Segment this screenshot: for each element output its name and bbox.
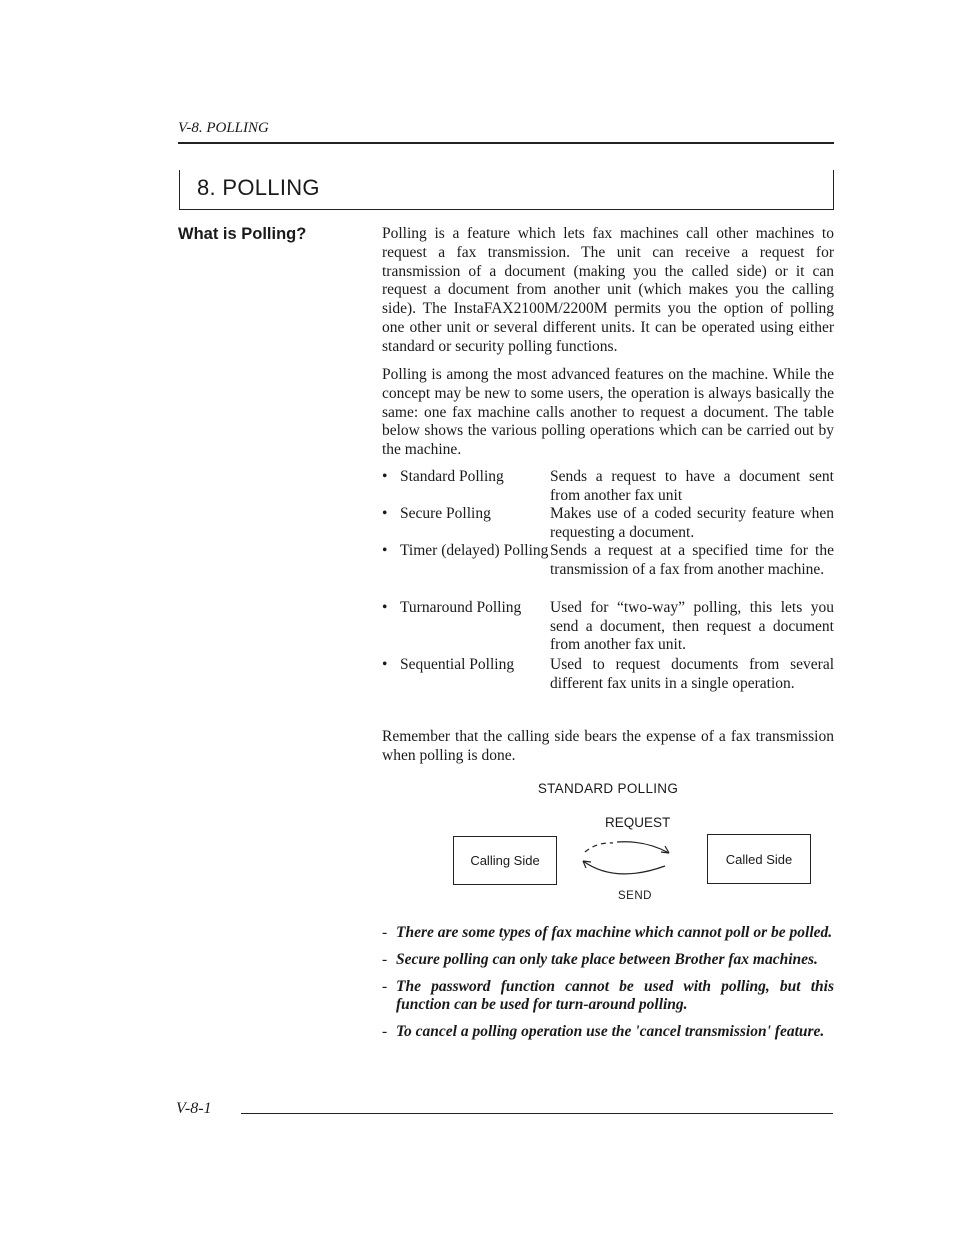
polling-type-description: Makes use of a coded security feature when requesting a document. [550,505,834,541]
section-title-box [179,170,834,210]
closing-paragraph: Remember that the calling side bears the expense of a fax transmission when polling is done. [382,728,834,764]
note-text: Secure polling can only take place between Brother fax machines. [396,950,818,968]
polling-type-description: Used to request documents from several different fax units in a single operation. [550,656,834,692]
intro-paragraph: Polling is a feature which lets fax machines call other machines to request a fax transmission. The unit can receive a request for transmission of a document (making you the called side) or it can request a document from another unit (which makes you the calling side). The InstaFAX2100M/2200M permits you the option of polling one other unit or several different units. It can be operated using either standard or security polling functions. [382,225,834,355]
polling-type-description: Sends a request at a specified time for the transmission of a fax from another machine. [550,542,834,578]
side-heading: What is Polling? [178,225,307,243]
polling-types-list [382,468,834,696]
called-side-label: Called Side [725,851,793,867]
section-title: 8. POLLING [197,175,320,200]
note-item: - Secure polling can only take place between Brother fax machines. [382,951,834,970]
request-label: REQUEST [605,815,671,830]
bullet: • [382,656,388,673]
page-number: V-8-1 [176,1100,212,1117]
diagram-title: STANDARD POLLING [537,781,679,796]
polling-type-name: Secure Polling [400,505,491,522]
note-item: - There are some types of fax machine which cannot poll or be polled. [382,924,833,941]
calling-side-label: Calling Side [470,853,540,868]
polling-type-name: Standard Polling [400,468,504,485]
bullet: • [382,542,388,559]
polling-type-row [382,468,834,505]
header-rule [178,142,834,144]
polling-type-description: Used for “two-way” polling, this lets you send a document, then request a document from another fax unit. [550,599,834,653]
send-label: SEND [618,890,652,902]
polling-type-name: Turnaround Polling [400,599,522,616]
notes-list [382,924,834,1050]
called-side-box [707,834,811,884]
footer-rule [241,1113,833,1114]
bullet: • [382,599,388,616]
calling-side-box [453,836,557,885]
polling-type-description: Sends a request to have a document sent from another fax unit [550,468,834,504]
polling-type-row [382,599,834,656]
polling-type-row [382,505,834,542]
running-header: V-8. POLLING [178,120,269,136]
overview-paragraph: Polling is among the most advanced features on the machine. While the concept may be new to some users, the operation is always basically the same: one fax machine calls another to request a document. The table below shows the various polling operations which can be carried out by the machine. [382,366,834,459]
note-text: There are some types of fax machine which cannot poll or be polled. [396,924,833,941]
bullet: • [382,505,388,522]
bullet: • [382,468,388,485]
polling-type-name: Sequential Polling [400,656,515,673]
polling-type-name: Timer (delayed) Polling [400,542,549,559]
polling-type-row [382,542,834,599]
polling-arrows-icon [575,836,685,888]
polling-type-row [382,656,834,696]
note-text: The password function cannot be used with polling, but this function can be used for turn-around polling. [396,977,834,1014]
note-item: - To cancel a polling operation use the 'cancel transmission' feature. [382,1023,834,1042]
note-text: To cancel a polling operation use the 'cancel transmission' feature. [396,1023,825,1041]
note-item: - The password function cannot be used with polling, but this function can be used for turn-around polling. [382,977,834,1014]
